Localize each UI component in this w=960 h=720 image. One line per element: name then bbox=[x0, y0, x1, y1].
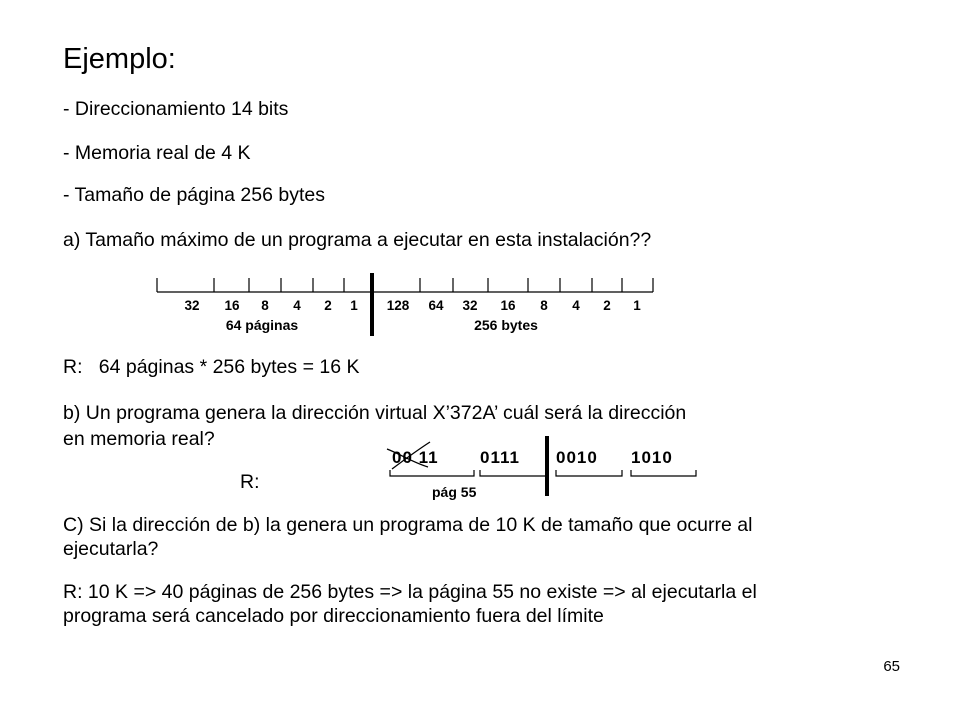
bit-weight-left: 8 bbox=[261, 298, 269, 313]
answer-a: R: 64 páginas * 256 bytes = 16 K bbox=[63, 356, 360, 378]
answer-b-label: R: bbox=[240, 471, 260, 493]
bit-weight-right: 128 bbox=[386, 298, 410, 313]
bit-weight-left: 4 bbox=[293, 298, 301, 313]
bullet-addressing: - Direccionamiento 14 bits bbox=[63, 98, 289, 120]
bit-weight-right: 16 bbox=[500, 298, 516, 313]
question-c: C) Si la dirección de b) la genera un programa de 10 K de tamaño que ocurre al ejecutarla? bbox=[63, 514, 753, 560]
pages-label: 64 páginas bbox=[225, 317, 299, 333]
address-group: 0010 bbox=[556, 448, 598, 467]
bit-weight-right: 64 bbox=[428, 298, 444, 313]
bullet-real-memory: - Memoria real de 4 K bbox=[63, 142, 251, 164]
binary-address-diagram bbox=[380, 436, 710, 500]
bit-weight-left: 1 bbox=[350, 298, 358, 313]
answer-c: R: 10 K => 40 páginas de 256 bytes => la página 55 no existe => al ejecutarla el programa será cancelado por direccionamiento fuera del límite bbox=[63, 581, 757, 627]
bytes-label: 256 bytes bbox=[474, 317, 538, 333]
bit-weight-right: 32 bbox=[462, 298, 478, 313]
bit-weight-diagram bbox=[150, 270, 660, 340]
address-group: 0111 bbox=[480, 448, 520, 467]
bit-weight-right: 2 bbox=[603, 298, 611, 313]
page-number-label: pág 55 bbox=[432, 484, 477, 500]
bit-weight-left: 16 bbox=[224, 298, 240, 313]
bit-weight-right: 4 bbox=[572, 298, 580, 313]
bit-weight-left: 2 bbox=[324, 298, 332, 313]
question-a: a) Tamaño máximo de un programa a ejecutar en esta instalación?? bbox=[63, 229, 652, 251]
page-number: 65 bbox=[883, 658, 900, 675]
bit-weight-left: 32 bbox=[184, 298, 200, 313]
question-b-line1: b) Un programa genera la dirección virtual X’372A’ cuál será la dirección bbox=[63, 402, 687, 424]
bit-weight-right: 1 bbox=[633, 298, 641, 313]
bit-weight-right: 8 bbox=[540, 298, 548, 313]
slide-title: Ejemplo: bbox=[63, 43, 176, 75]
bullet-page-size: - Tamaño de página 256 bytes bbox=[63, 184, 325, 206]
address-group-page: 00 11 bbox=[392, 448, 439, 467]
question-b-line2: en memoria real? bbox=[63, 428, 215, 450]
address-group: 1010 bbox=[631, 448, 673, 467]
